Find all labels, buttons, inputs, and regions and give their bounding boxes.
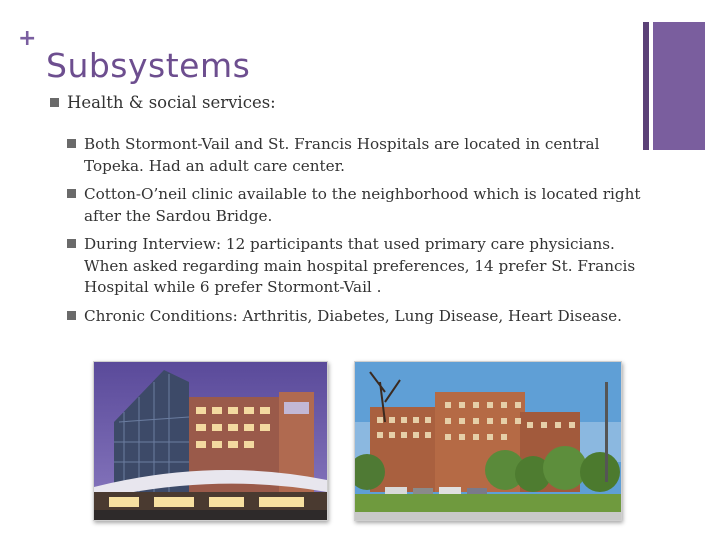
page-title: Subsystems [46, 46, 251, 85]
sub-bullet [67, 306, 642, 328]
accent-bar-wide [653, 22, 705, 150]
sub-bullet [67, 234, 642, 299]
square-bullet-icon [50, 98, 59, 107]
bullet-heading-text: Health & social services: [67, 93, 276, 112]
square-bullet-icon [67, 311, 76, 320]
sub-bullet-text: During Interview: 12 participants that used primary care physicians. When asked regarding main hospital preferences, 14 prefer St. Francis Hospital while 6 prefer Stormont-Vail . [84, 235, 636, 296]
sub-bullet [67, 184, 642, 227]
bullet-heading [50, 92, 276, 114]
sub-bullet-text: Cotton-O’neil clinic available to the neighborhood which is located right after the Sardou Bridge. [84, 185, 641, 225]
sub-bullet-text: Chronic Conditions: Arthritis, Diabetes, Lung Disease, Heart Disease. [84, 307, 622, 325]
square-bullet-icon [67, 139, 76, 148]
sub-bullet-text: Both Stormont-Vail and St. Francis Hospitals are located in central Topeka. Had an adult care center. [84, 135, 600, 175]
sub-bullet [67, 134, 642, 177]
hospital-photo-stormont-vail [93, 361, 328, 521]
square-bullet-icon [67, 239, 76, 248]
hospital-photo-st-francis [354, 361, 622, 521]
plus-icon: + [18, 26, 37, 51]
accent-bar-thin [643, 22, 649, 150]
square-bullet-icon [67, 189, 76, 198]
